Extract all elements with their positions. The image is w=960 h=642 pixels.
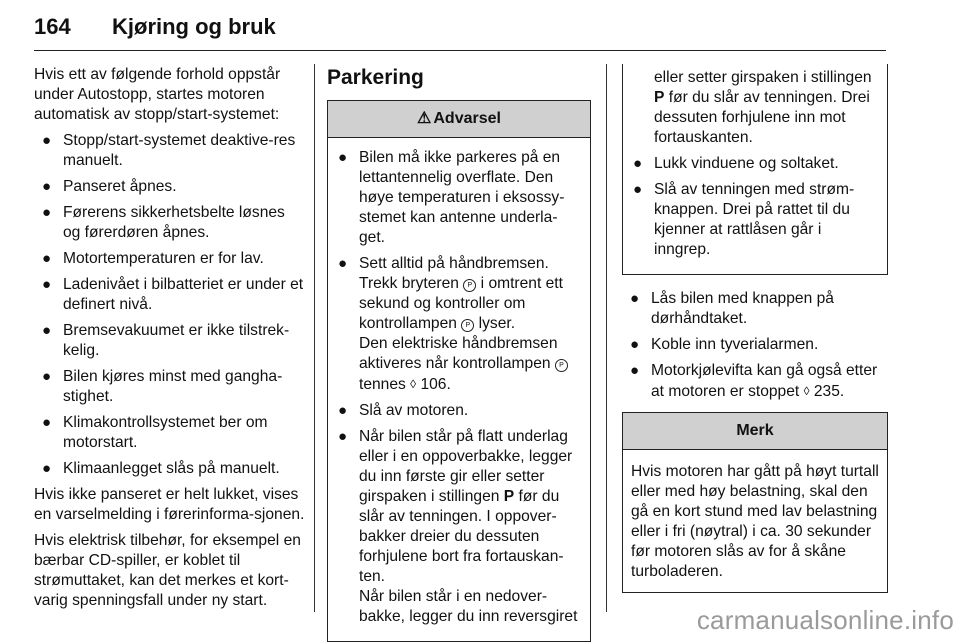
list-item-text: Motorkjølevifta kan gå også etter at motoren er stoppet [651, 362, 878, 400]
bullet-icon: ● [338, 402, 348, 419]
warning-header [328, 101, 590, 138]
warning-box-continued [622, 64, 888, 275]
bullet-icon: ● [42, 250, 52, 267]
column-2 [327, 66, 591, 642]
bullet-icon: ● [42, 368, 52, 385]
column-3 [622, 64, 888, 593]
list-item [629, 180, 879, 260]
watermark: carmanualsonline.info [696, 605, 954, 635]
bullet-icon: ● [630, 362, 640, 379]
parking-brake-icon: P [555, 359, 568, 372]
list-item [622, 361, 888, 402]
page-reference-icon: ◊ [410, 377, 417, 391]
bullet-icon: ● [630, 336, 640, 353]
list-item-text: Førerens sikkerhetsbelte løsnes og førerdøren åpnes. [63, 204, 285, 241]
list-item [34, 321, 306, 361]
list-item-text: Slå av motoren. [359, 402, 469, 419]
note-body: Hvis motoren har gått på høyt turtall eller med høy belastning, skal den gå en kort stund med lav belastning eller i fri (nøytral) i ca. 30 sekunder før motoren slås av for å skåne turboladeren. [631, 463, 879, 580]
sub-paragraph [359, 334, 582, 395]
list-item-text: Klimakontrollsystemet ber om motorstart. [63, 414, 268, 451]
list-item-text: Bremsevakuumet er ikke tilstrek-kelig. [63, 322, 290, 359]
parking-final-steps-list [622, 289, 888, 402]
list-item-text: Bilen må ikke parkeres på en lettantennelig overflate. Den høye temperaturen i eksossy-stemet kan antenne underla-get. [359, 149, 565, 246]
list-item-text: Sett alltid på håndbremsen. Trekk bryteren [359, 255, 549, 292]
parking-brake-icon: P [461, 319, 474, 332]
warning-title: Advarsel [433, 110, 501, 127]
bullet-icon: ● [630, 290, 640, 307]
list-item [34, 413, 306, 453]
list-item-text: Panseret åpnes. [63, 178, 177, 195]
column-divider [314, 64, 315, 612]
list-item-text: Klimaanlegget slås på manuelt. [63, 460, 280, 477]
bullet-icon: ● [42, 414, 52, 431]
note-header: Merk [623, 413, 887, 450]
warning-box [327, 100, 591, 642]
sub-paragraph: Når bilen står i en nedover-bakke, legger du inn reversgiret [359, 588, 578, 625]
warning-icon: ⚠ [417, 110, 432, 127]
accessory-paragraph: Hvis elektrisk tilbehør, for eksempel en bærbar CD-spiller, er koblet til strømuttaket, kan det merkes et kort-varig spenningsfall under ny start. [34, 532, 301, 609]
note-box [622, 412, 888, 593]
sub-text: Den elektriske håndbremsen aktiveres når kontrollampen [359, 335, 558, 372]
list-item-text: lyser. [478, 315, 516, 332]
sub-text: tennes [359, 376, 406, 393]
bullet-icon: ● [338, 149, 348, 166]
list-item-text: Lukk vinduene og soltaket. [654, 155, 839, 172]
hood-paragraph: Hvis ikke panseret er helt lukket, vises en varselmelding i førerinforma-sjonen. [34, 486, 305, 523]
bullet-icon: ● [633, 181, 643, 198]
bullet-icon: ● [338, 428, 348, 445]
page-reference: 106. [420, 376, 451, 393]
list-item [334, 427, 582, 627]
column-divider [606, 64, 607, 612]
list-item [34, 203, 306, 243]
page-header [34, 0, 886, 51]
list-item [34, 177, 306, 197]
bullet-icon: ● [42, 322, 52, 339]
list-item [629, 154, 879, 174]
bullet-icon: ● [42, 460, 52, 477]
intro-paragraph: Hvis ett av følgende forhold oppstår under Autostopp, startes motoren automatisk av stopp/start-systemet: [34, 66, 281, 123]
list-item-text: Lås bilen med knappen på dørhåndtaket. [651, 290, 834, 327]
list-item-text: Bilen kjøres minst med gangha-stighet. [63, 368, 283, 405]
list-item [622, 335, 888, 355]
list-item [34, 367, 306, 407]
list-item [622, 289, 888, 329]
parking-steps-list [334, 148, 582, 627]
list-item-text: Når bilen står på flatt underlag eller i en oppoverbakke, legger du inn første gir eller setter girspaken i stillingen [359, 428, 573, 505]
warning-continued-list [629, 154, 879, 260]
list-item [34, 275, 306, 315]
continued-text: før du slår av tenningen. Drei dessuten forhjulene inn mot fortauskanten. [654, 89, 870, 146]
warning-body-continued [623, 64, 887, 274]
restart-conditions-list [34, 131, 306, 479]
page-reference-icon: ◊ [803, 384, 810, 398]
list-item [34, 131, 306, 171]
bullet-icon: ● [42, 204, 52, 221]
list-item-text: Koble inn tyverialarmen. [651, 336, 819, 353]
bullet-icon: ● [633, 155, 643, 172]
gear-p: P [654, 89, 665, 106]
chapter-title: Kjøring og bruk [112, 14, 276, 39]
list-item [334, 254, 582, 395]
bullet-icon: ● [338, 255, 348, 272]
list-item-text: Stopp/start-systemet deaktive-res manuelt. [63, 132, 296, 169]
list-item-text: Motortemperaturen er for lav. [63, 250, 264, 267]
parking-brake-icon: P [463, 279, 476, 292]
list-item [34, 249, 306, 269]
list-item [34, 459, 306, 479]
bullet-icon: ● [42, 132, 52, 149]
continued-text: eller setter girspaken i stillingen [654, 69, 872, 86]
gear-p: P [503, 488, 515, 505]
list-item-text: i omtrent ett sekund og kontroller om kontrollampen [359, 275, 563, 332]
bullet-icon: ● [42, 178, 52, 195]
list-item-text: Slå av tenningen med strøm-knappen. Drei på rattet til du kjenner at rattlåsen går i inngrep. [654, 181, 855, 258]
list-item-text: Ladenivået i bilbatteriet er under et definert nivå. [63, 276, 304, 313]
list-item [334, 148, 582, 248]
continued-paragraph [629, 68, 879, 148]
list-item-text: før du slår av tenningen. I oppover-bakker dreier du dessuten forhjulene bort fra fortauskan-ten. [359, 488, 564, 585]
warning-body [328, 138, 590, 641]
page-reference: 235. [813, 383, 845, 400]
page-number: 164 [34, 14, 71, 39]
list-item [334, 401, 582, 421]
bullet-icon: ● [42, 276, 52, 293]
section-title: Parkering [327, 66, 424, 89]
column-1 [34, 65, 306, 617]
